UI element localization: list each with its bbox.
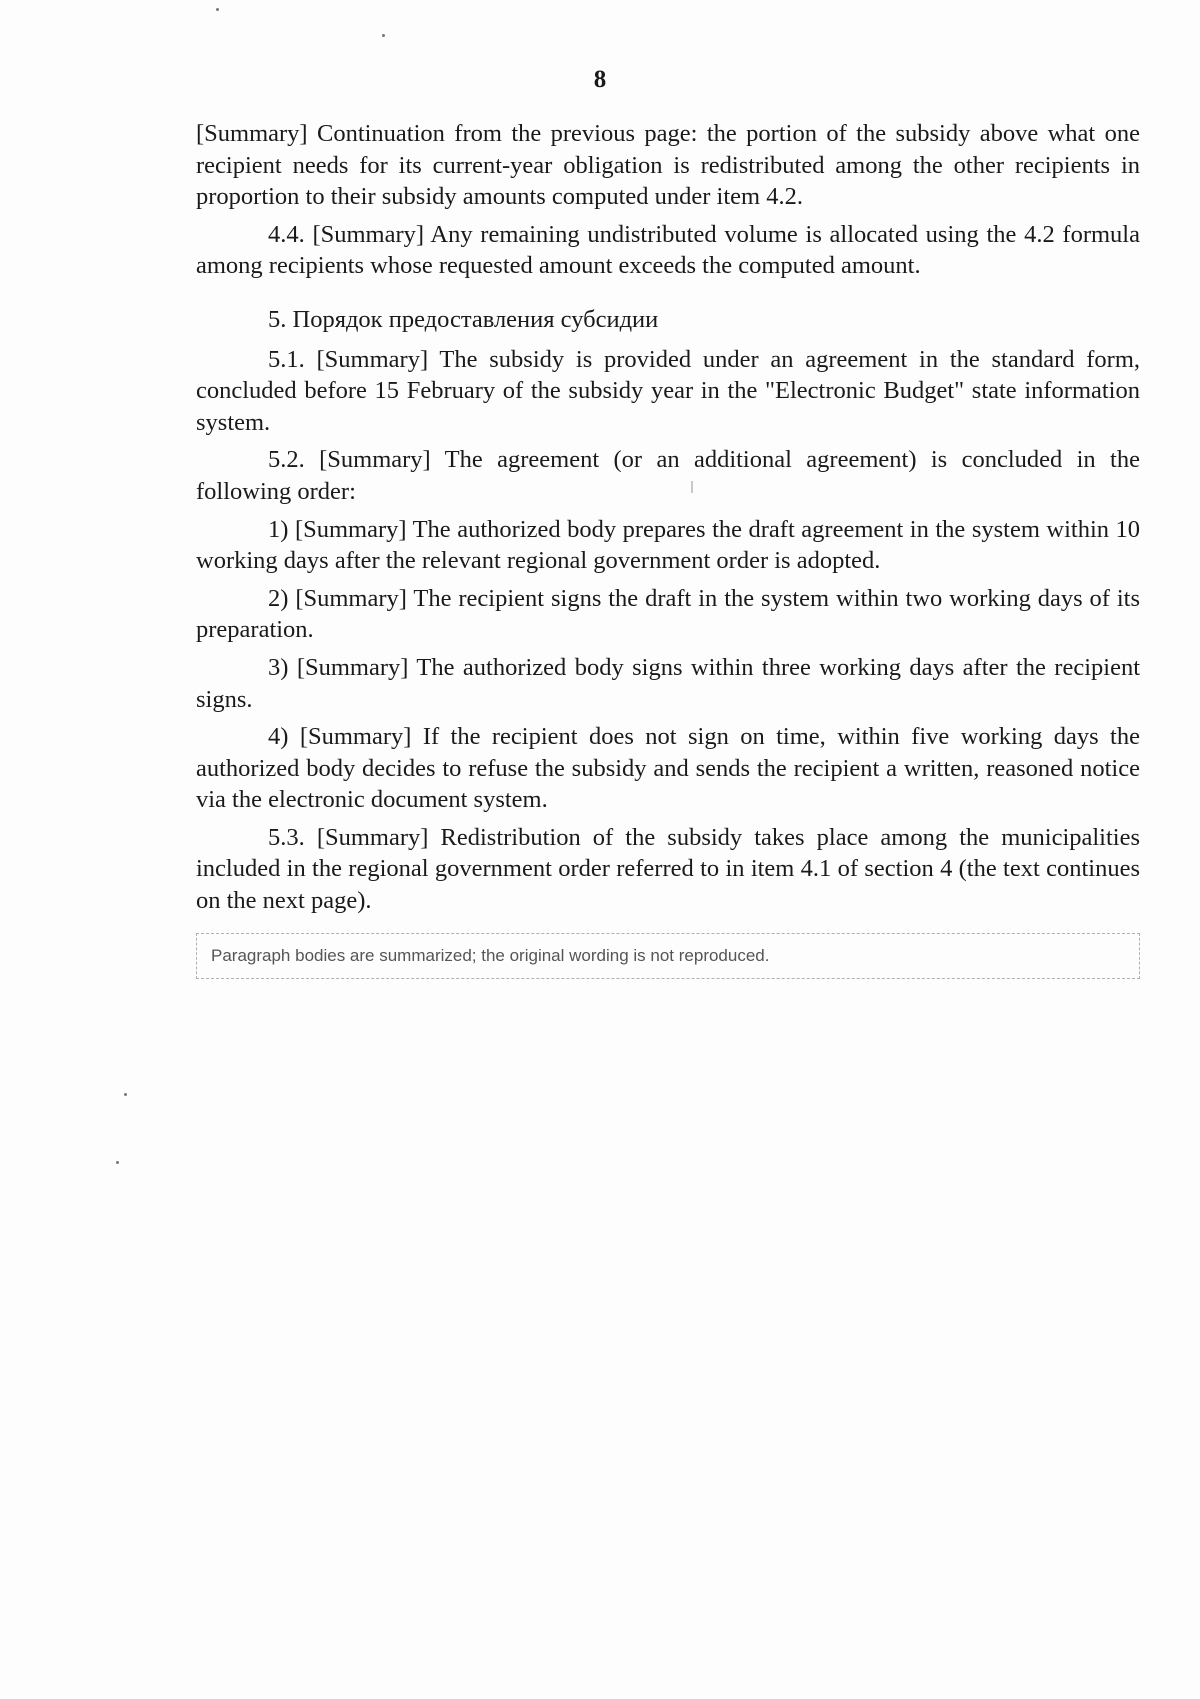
clause-number: 5.1.: [268, 345, 305, 373]
paragraph-text: [Summary] The authorized body signs within three working days after the recipient signs.: [196, 653, 1141, 713]
paragraph-text: [Summary] The agreement (or an additional agreement) is concluded in the following order:: [196, 446, 1140, 505]
section-heading: 5. Порядок предоставления субсидии: [268, 305, 659, 333]
page-number: 8: [593, 66, 607, 93]
paragraph-text: [Summary] Continuation from the previous page: the portion of the subsidy above what one recipient needs for its current-year obligation is redistributed among the other recipients in proportion to their subsidy amounts computed under item 4.2.: [196, 120, 1140, 211]
paragraph-text: [Summary] If the recipient does not sign on time, within five working days the authorized body decides to refuse the subsidy and sends the recipient a written, reasoned notice via the electronic document system.: [196, 723, 1140, 814]
paragraph-text: [Summary] Any remaining undistributed volume is allocated using the 4.2 formula among recipients whose requested amount exceeds the computed amount.: [196, 220, 1140, 280]
scan-artifact: [116, 1161, 119, 1164]
clause-number: 4.4.: [268, 220, 305, 248]
paragraph-continuation: [196, 118, 1140, 213]
paragraph-text: [Summary] The recipient signs the draft in the system within two working days of its preparation.: [196, 584, 1140, 644]
paragraph-text: [Summary] The authorized body prepares the draft agreement in the system within 10 working days after the relevant regional government order is adopted.: [196, 515, 1141, 575]
subitem-4: [196, 721, 1140, 816]
document-body: [196, 118, 1140, 979]
subitem-number: 3): [268, 653, 289, 681]
subitem-2: [196, 583, 1140, 646]
subitem-number: 4): [268, 723, 289, 751]
subitem-1: [196, 514, 1140, 577]
clause-number: 5.3.: [268, 823, 305, 851]
paragraph-5-2: [196, 444, 1140, 507]
clause-number: 5.2.: [268, 446, 305, 474]
scan-artifact: [124, 1093, 127, 1096]
subitem-number: 1): [268, 515, 289, 543]
scan-artifact: [216, 8, 219, 11]
summary-note: Paragraph bodies are summarized; the original wording is not reproduced.: [196, 933, 1140, 979]
subitem-3: [196, 652, 1140, 715]
scan-artifact: [382, 34, 385, 37]
paragraph-5-1: [196, 344, 1140, 439]
subitem-number: 2): [268, 584, 289, 612]
paragraph-text: [Summary] The subsidy is provided under an agreement in the standard form, concluded before 15 February of the subsidy year in the "Electronic Budget" state information system.: [196, 345, 1141, 436]
paragraph-4-4: [196, 219, 1140, 282]
paragraph-5-3: [196, 822, 1140, 917]
paragraph-text: [Summary] Redistribution of the subsidy takes place among the municipalities included in the regional government order referred to in item 4.1 of section 4 (the text continues on the next page).: [196, 823, 1141, 915]
